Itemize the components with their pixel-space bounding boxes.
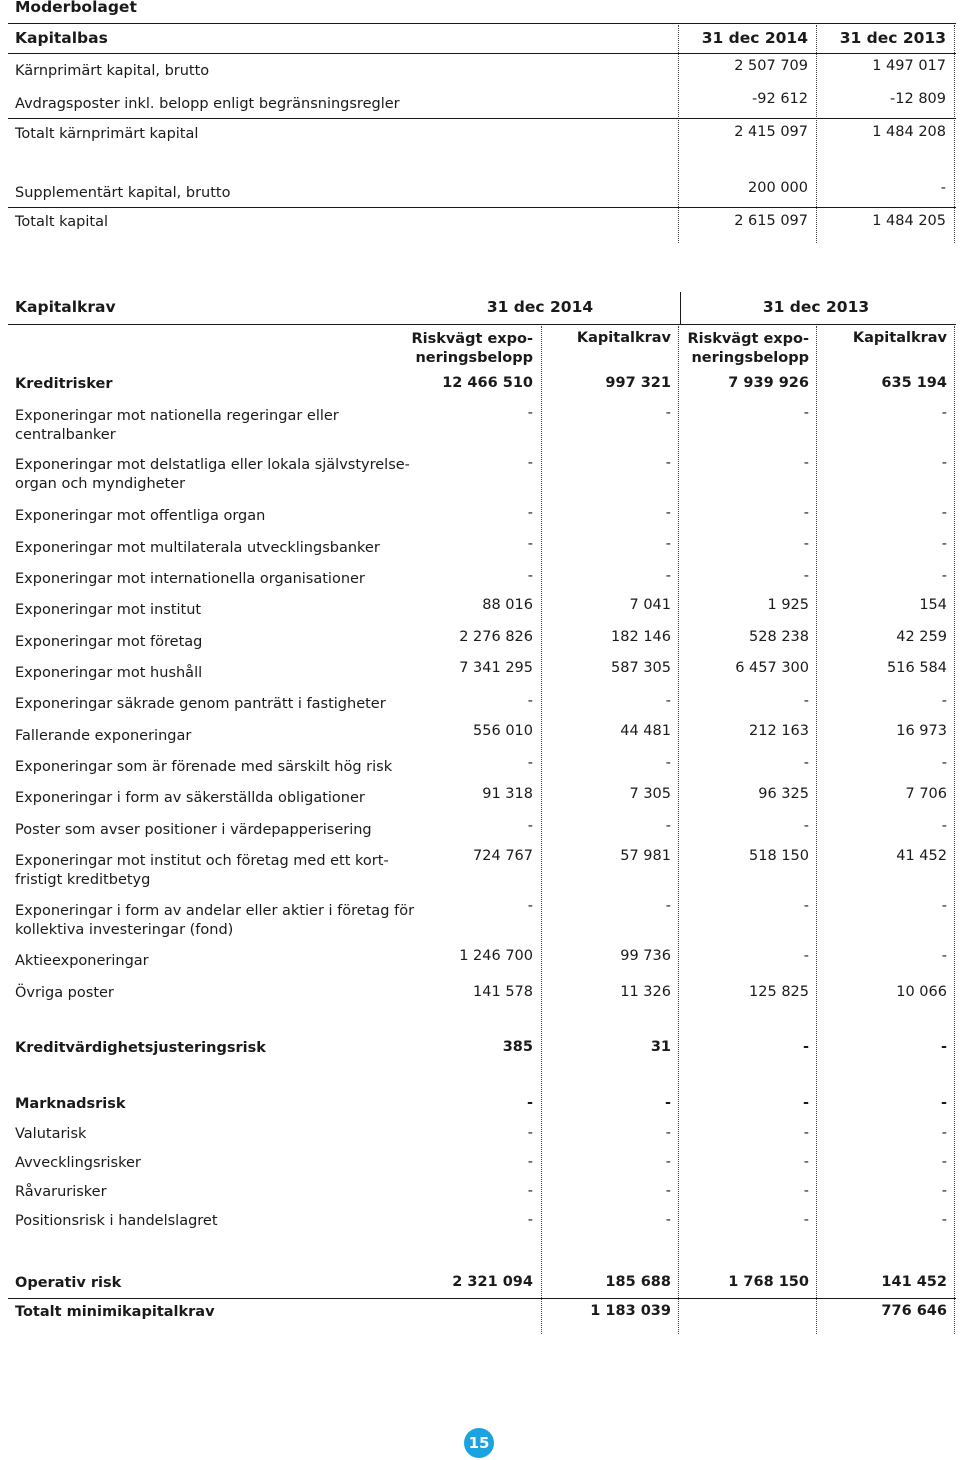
exposure-value: - — [665, 405, 671, 421]
market-row-value: - — [527, 1183, 533, 1199]
exposure-value: 212 163 — [749, 723, 809, 739]
exposure-label-line: Aktieexponeringar — [15, 953, 149, 969]
kapitalbas-value-2013: 1 497 017 — [872, 58, 946, 74]
kapitalbas-row-label: Supplementärt kapital, brutto — [15, 185, 231, 201]
market-row-value: - — [941, 1183, 947, 1199]
kapitalbas-value-2014: -92 612 — [752, 91, 808, 107]
market-row-label: Valutarisk — [15, 1126, 87, 1142]
kapitalbas-row-label: Totalt kapital — [15, 214, 109, 230]
exposure-value: - — [803, 818, 809, 834]
kapitalbas-value-2014: 2 415 097 — [734, 124, 808, 140]
exposure-value: - — [527, 568, 533, 584]
exposure-value: 10 066 — [896, 984, 947, 1000]
total-value-2014: 1 183 039 — [590, 1303, 671, 1319]
kapitalbas-value-2014: 2 615 097 — [734, 213, 808, 229]
exposure-row-label — [15, 984, 114, 1003]
operativ-risk-label: Operativ risk — [15, 1275, 122, 1291]
kapitalkrav-header: Kapitalkrav — [15, 298, 116, 316]
exposure-label-line: Exponeringar mot institut — [15, 602, 202, 618]
exposure-value: - — [941, 948, 947, 964]
exposure-value: - — [941, 693, 947, 709]
market-row-value: - — [803, 1125, 809, 1141]
exposure-value: 528 238 — [749, 629, 809, 645]
subheader-line: neringsbelopp — [691, 350, 809, 366]
exposure-value: 41 452 — [896, 848, 947, 864]
exposure-label-line: Exponeringar mot företag — [15, 634, 203, 650]
kapitalbas-col-2014: 31 dec 2014 — [701, 29, 808, 47]
exposure-value: 91 318 — [482, 786, 533, 802]
exposure-value: - — [803, 755, 809, 771]
kapitalbas-row-label: Avdragsposter inkl. belopp enligt begränsningsregler — [15, 96, 400, 112]
exposure-label-line: fristigt kreditbetyg — [15, 872, 151, 888]
subheader-rwa-2014 — [400, 330, 533, 368]
exposure-value: 7 706 — [905, 786, 947, 802]
exposure-value: - — [803, 405, 809, 421]
subheader-line: Riskvägt expo- — [411, 331, 533, 347]
kapitalkrav-col-divider — [954, 326, 955, 1334]
exposure-value: 42 259 — [896, 629, 947, 645]
kapitalbas-row-rule — [8, 207, 956, 208]
exposure-row-label — [15, 821, 372, 840]
kreditrisker-value: 997 321 — [605, 375, 671, 391]
exposure-value: 516 584 — [887, 660, 947, 676]
exposure-row-label — [15, 633, 202, 652]
exposure-row-label — [15, 456, 410, 494]
exposure-row-label — [15, 601, 201, 620]
exposure-value: - — [665, 568, 671, 584]
exposure-value: - — [941, 405, 947, 421]
exposure-value: - — [527, 898, 533, 914]
exposure-value: - — [803, 693, 809, 709]
exposure-label-line: Exponeringar säkrade genom panträtt i fastigheter — [15, 696, 386, 712]
exposure-value: - — [665, 693, 671, 709]
exposure-value: - — [527, 536, 533, 552]
exposure-row-label — [15, 852, 389, 890]
exposure-label-line: Exponeringar mot offentliga organ — [15, 508, 266, 524]
market-row-value: - — [803, 1212, 809, 1228]
kvj-value: 385 — [502, 1039, 533, 1055]
kapitalkrav-col-divider — [678, 326, 679, 1334]
exposure-row-label — [15, 695, 386, 714]
marknadsrisk-value: - — [526, 1095, 533, 1111]
exposure-row-label — [15, 507, 265, 526]
exposure-value: 518 150 — [749, 848, 809, 864]
kapitalkrav-col-divider — [541, 326, 542, 1334]
exposure-label-line: centralbanker — [15, 427, 116, 443]
market-row-value: - — [941, 1212, 947, 1228]
page-number-badge: 15 — [464, 1428, 494, 1458]
exposure-value: - — [527, 755, 533, 771]
exposure-value: - — [527, 505, 533, 521]
kvj-value: - — [940, 1039, 947, 1055]
exposure-row-label — [15, 539, 380, 558]
kapitalbas-value-2013: 1 484 208 — [872, 124, 946, 140]
kapitalbas-col-divider — [816, 25, 817, 243]
exposure-label-line: Övriga poster — [15, 985, 114, 1001]
kapitalkrav-header-rule — [8, 324, 956, 325]
exposure-label-line: Exponeringar mot institut och företag med ett kort- — [15, 853, 389, 869]
kapitalbas-header-rule — [8, 53, 956, 54]
exposure-label-line: Fallerande exponeringar — [15, 728, 192, 744]
kapitalkrav-col-divider — [816, 326, 817, 1334]
exposure-value: 44 481 — [620, 723, 671, 739]
exposure-value: 724 767 — [473, 848, 533, 864]
kapitalbas-value-2013: -12 809 — [890, 91, 946, 107]
operativ-risk-value: 185 688 — [605, 1274, 671, 1290]
exposure-value: - — [527, 818, 533, 834]
exposure-value: 96 325 — [758, 786, 809, 802]
exposure-value: 154 — [919, 597, 947, 613]
exposure-value: - — [803, 505, 809, 521]
exposure-value: 88 016 — [482, 597, 533, 613]
kapitalbas-top-rule — [8, 23, 956, 24]
exposure-label-line: organ och myndigheter — [15, 476, 186, 492]
exposure-row-label — [15, 664, 202, 683]
market-row-value: - — [665, 1183, 671, 1199]
exposure-value: - — [665, 898, 671, 914]
exposure-value: - — [941, 898, 947, 914]
kvj-label: Kreditvärdighetsjusteringsrisk — [15, 1040, 266, 1056]
subheader-rwa-2013 — [680, 330, 809, 368]
exposure-value: - — [527, 405, 533, 421]
exposure-value: - — [941, 505, 947, 521]
market-row-value: - — [665, 1212, 671, 1228]
operativ-risk-value: 1 768 150 — [728, 1274, 809, 1290]
exposure-value: 587 305 — [611, 660, 671, 676]
market-row-value: - — [527, 1154, 533, 1170]
exposure-label-line: Exponeringar mot hushåll — [15, 665, 203, 681]
kapitalbas-col-divider — [954, 25, 955, 243]
subheader-line: neringsbelopp — [415, 350, 533, 366]
kapitalbas-row-rule — [8, 118, 956, 119]
operativ-risk-value: 141 452 — [881, 1274, 947, 1290]
kapitalbas-value-2013: 1 484 205 — [872, 213, 946, 229]
exposure-row-label — [15, 952, 149, 971]
market-row-value: - — [941, 1154, 947, 1170]
exposure-value: - — [665, 536, 671, 552]
exposure-row-label — [15, 570, 365, 589]
marknadsrisk-value: - — [664, 1095, 671, 1111]
exposure-value: 7 041 — [629, 597, 671, 613]
exposure-value: - — [665, 755, 671, 771]
kapitalbas-value-2014: 200 000 — [748, 180, 808, 196]
marknadsrisk-value: - — [802, 1095, 809, 1111]
market-row-value: - — [665, 1125, 671, 1141]
exposure-row-label — [15, 727, 191, 746]
kapitalbas-value-2013: - — [940, 180, 946, 196]
kapitalkrav-col-2014: 31 dec 2014 — [486, 298, 594, 316]
marknadsrisk-label: Marknadsrisk — [15, 1096, 126, 1112]
exposure-value: - — [803, 455, 809, 471]
kapitalbas-row-label: Kärnprimärt kapital, brutto — [15, 63, 210, 79]
kapitalbas-row-label: Totalt kärnprimärt kapital — [15, 126, 199, 142]
total-label: Totalt minimikapitalkrav — [15, 1304, 215, 1320]
operativ-risk-value: 2 321 094 — [452, 1274, 533, 1290]
exposure-value: 556 010 — [473, 723, 533, 739]
market-row-value: - — [527, 1125, 533, 1141]
exposure-value: - — [803, 568, 809, 584]
exposure-value: 7 341 295 — [459, 660, 533, 676]
market-row-label: Positionsrisk i handelslagret — [15, 1213, 218, 1229]
market-row-value: - — [803, 1183, 809, 1199]
exposure-value: - — [803, 898, 809, 914]
exposure-value: - — [527, 455, 533, 471]
subheader-krav-2013: Kapitalkrav — [852, 330, 947, 346]
exposure-value: - — [941, 818, 947, 834]
exposure-value: 1 925 — [767, 597, 809, 613]
exposure-value: - — [803, 536, 809, 552]
exposure-value: 16 973 — [896, 723, 947, 739]
section-title: Moderbolaget — [15, 0, 137, 16]
exposure-value: 1 246 700 — [459, 948, 533, 964]
exposure-label-line: Poster som avser positioner i värdepapperisering — [15, 822, 372, 838]
exposure-value: 182 146 — [611, 629, 671, 645]
exposure-label-line: Exponeringar mot delstatliga eller lokala självstyrelse- — [15, 457, 410, 473]
marknadsrisk-value: - — [940, 1095, 947, 1111]
kapitalkrav-year-divider — [680, 292, 681, 324]
kvj-value: - — [802, 1039, 809, 1055]
exposure-value: - — [803, 948, 809, 964]
exposure-value: - — [941, 536, 947, 552]
exposure-value: - — [665, 505, 671, 521]
market-row-value: - — [527, 1212, 533, 1228]
exposure-label-line: Exponeringar i form av säkerställda obligationer — [15, 790, 365, 806]
market-row-value: - — [941, 1125, 947, 1141]
market-row-label: Råvarurisker — [15, 1184, 107, 1200]
exposure-value: 6 457 300 — [735, 660, 809, 676]
kvj-value: 31 — [650, 1039, 671, 1055]
total-rule — [8, 1298, 956, 1299]
exposure-label-line: Exponeringar mot internationella organisationer — [15, 571, 365, 587]
total-value-2013: 776 646 — [881, 1303, 947, 1319]
kreditrisker-value: 12 466 510 — [442, 375, 533, 391]
exposure-label-line: Exponeringar mot nationella regeringar eller — [15, 408, 339, 424]
kapitalkrav-col-2013: 31 dec 2013 — [762, 298, 870, 316]
exposure-row-label — [15, 407, 339, 445]
market-row-value: - — [803, 1154, 809, 1170]
market-row-label: Avvecklingsrisker — [15, 1155, 141, 1171]
exposure-row-label — [15, 902, 414, 940]
exposure-value: 11 326 — [620, 984, 671, 1000]
subheader-line: Riskvägt expo- — [687, 331, 809, 347]
exposure-value: - — [527, 693, 533, 709]
exposure-label-line: Exponeringar i form av andelar eller aktier i företag för — [15, 903, 415, 919]
kapitalbas-col-2013: 31 dec 2013 — [839, 29, 946, 47]
exposure-label-line: kollektiva investeringar (fond) — [15, 922, 234, 938]
exposure-value: 57 981 — [620, 848, 671, 864]
exposure-label-line: Exponeringar mot multilaterala utvecklingsbanker — [15, 540, 380, 556]
market-row-value: - — [665, 1154, 671, 1170]
exposure-value: 2 276 826 — [459, 629, 533, 645]
exposure-row-label — [15, 789, 365, 808]
exposure-value: 7 305 — [629, 786, 671, 802]
exposure-value: - — [941, 455, 947, 471]
subheader-krav-2014: Kapitalkrav — [576, 330, 671, 346]
kreditrisker-value: 635 194 — [881, 375, 947, 391]
exposure-value: 125 825 — [749, 984, 809, 1000]
exposure-value: - — [665, 455, 671, 471]
exposure-value: - — [941, 568, 947, 584]
exposure-value: - — [665, 818, 671, 834]
exposure-value: - — [941, 755, 947, 771]
exposure-row-label — [15, 758, 392, 777]
kreditrisker-label: Kreditrisker — [15, 376, 113, 392]
exposure-label-line: Exponeringar som är förenade med särskilt hög risk — [15, 759, 393, 775]
kapitalbas-header: Kapitalbas — [15, 29, 108, 47]
exposure-value: 141 578 — [473, 984, 533, 1000]
kreditrisker-value: 7 939 926 — [728, 375, 809, 391]
kapitalbas-value-2014: 2 507 709 — [734, 58, 808, 74]
kapitalbas-col-divider — [678, 25, 679, 243]
exposure-value: 99 736 — [620, 948, 671, 964]
